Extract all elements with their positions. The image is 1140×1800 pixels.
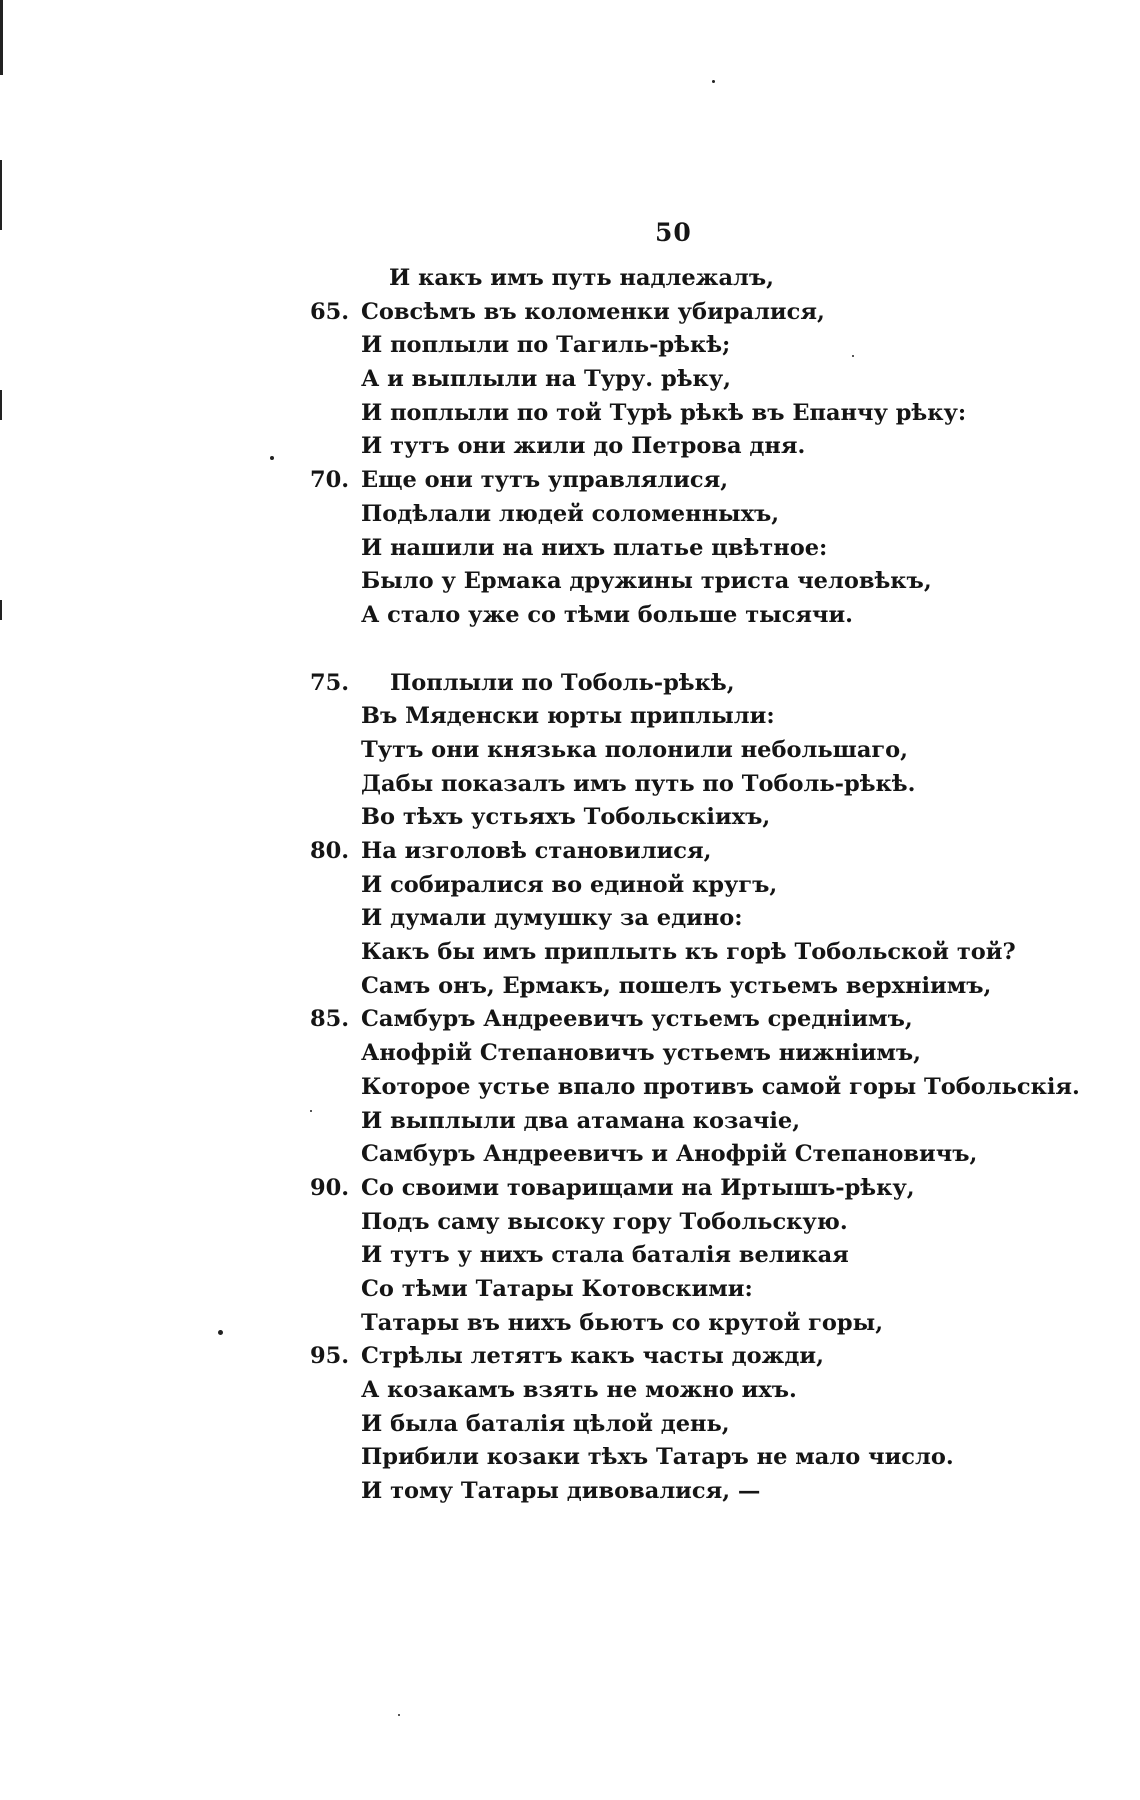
line-text: Еще они тутъ управлялися, [361, 467, 729, 494]
stanza-gap [0, 633, 1140, 667]
line-number: 85. [310, 1006, 350, 1033]
poem-line [0, 734, 1140, 768]
poem-line [0, 1475, 1140, 1509]
line-text: И собиралися во единой кругъ, [361, 871, 778, 898]
poem-line [0, 1374, 1140, 1408]
line-text: Со тѣми Татары Котовскими: [361, 1275, 753, 1302]
line-text: Анофрій Степановичъ устьемъ нижніимъ, [361, 1040, 921, 1067]
line-text: Самбуръ Андреевичъ устьемъ средніимъ, [361, 1006, 913, 1033]
poem-line [0, 1071, 1140, 1105]
poem-line [0, 1408, 1140, 1442]
poem-line [0, 1239, 1140, 1273]
line-text: И нашили на нихъ платье цвѣтное: [361, 534, 828, 561]
line-text: Какъ бы имъ приплыть къ горѣ Тобольской той? [361, 939, 1016, 966]
poem-line [0, 835, 1140, 869]
line-text: Самъ онъ, Ермакъ, пошелъ устьемъ верхніимъ, [361, 972, 992, 999]
line-number: 90. [310, 1174, 350, 1201]
line-text: Совсѣмъ въ коломенки убиралися, [361, 298, 825, 325]
line-text: Подѣлали людей соломенныхъ, [361, 500, 780, 527]
poem-line [0, 464, 1140, 498]
poem-line [0, 970, 1140, 1004]
poem-text [0, 262, 1140, 1509]
poem-line [0, 1105, 1140, 1139]
poem-line [0, 1003, 1140, 1037]
poem-line [0, 700, 1140, 734]
poem-line [0, 296, 1140, 330]
poem-line [0, 565, 1140, 599]
line-text: Татары въ нихъ бьютъ со крутой горы, [361, 1309, 884, 1336]
poem-line [0, 902, 1140, 936]
poem-line [0, 1340, 1140, 1374]
line-text: А козакамъ взять не можно ихъ. [361, 1377, 797, 1403]
poem-line [0, 869, 1140, 903]
poem-line [0, 667, 1140, 701]
poem-line [0, 430, 1140, 464]
line-text: Подъ саму высоку гору Тобольскую. [361, 1208, 848, 1235]
line-text: Тутъ они князька полонили небольшаго, [361, 736, 909, 763]
scan-speck [712, 80, 715, 83]
line-text: А и выплыли на Туру. рѣку, [361, 366, 732, 393]
line-number: 80. [310, 838, 350, 864]
poem-line [0, 1172, 1140, 1206]
poem-line [0, 599, 1140, 633]
line-text: Прибили козаки тѣхъ Татаръ не мало число. [361, 1444, 954, 1471]
scan-speck [398, 1714, 400, 1716]
scan-edge-mark [0, 160, 2, 230]
line-number: 95. [310, 1343, 350, 1370]
poem-line [0, 936, 1140, 970]
poem-line [0, 1037, 1140, 1071]
poem-line [0, 1441, 1140, 1475]
page-number: 50 [655, 218, 692, 247]
line-text: И тому Татары дивовалися, — [361, 1478, 761, 1505]
line-number: 65. [310, 298, 350, 325]
line-text: Въ Мяденски юрты приплыли: [361, 703, 775, 730]
stanza-2 [0, 667, 1140, 1509]
line-text: Было у Ермака дружины триста человѣкъ, [361, 568, 932, 595]
line-text: Стрѣлы летятъ какъ часты дожди, [361, 1343, 824, 1370]
poem-line [0, 329, 1140, 363]
poem-line [0, 397, 1140, 431]
poem-line [0, 1138, 1140, 1172]
line-text: И поплыли по Тагиль-рѣкѣ; [361, 332, 731, 359]
poem-line [0, 498, 1140, 532]
line-number: 70. [310, 467, 350, 494]
poem-line [0, 1206, 1140, 1240]
poem-line [0, 262, 1140, 296]
line-text: И тутъ они жили до Петрова дня. [361, 433, 806, 460]
line-text: На изголовѣ становилися, [361, 838, 712, 864]
line-text: И поплыли по той Турѣ рѣкѣ въ Епанчу рѣку: [361, 399, 967, 426]
line-text: И думали думушку за едино: [361, 905, 743, 932]
line-text: И какъ имъ путь надлежалъ, [389, 265, 774, 291]
line-text: Которое устье впало противъ самой горы Тобольскія. [361, 1073, 1080, 1100]
line-text: И тутъ у нихъ стала баталія великая [361, 1242, 849, 1269]
poem-line [0, 1307, 1140, 1341]
line-number: 75. [310, 669, 350, 696]
line-text: И была баталія цѣлой день, [361, 1410, 730, 1437]
scan-edge-mark [0, 0, 3, 75]
line-text: Во тѣхъ устьяхъ Тобольскіихъ, [361, 804, 771, 831]
line-text: Со своими товарищами на Иртышъ-рѣку, [361, 1174, 915, 1201]
poem-line [0, 532, 1140, 566]
line-text: А стало уже со тѣми больше тысячи. [361, 601, 854, 628]
poem-line [0, 363, 1140, 397]
poem-line [0, 768, 1140, 802]
line-text: Поплыли по Тоболь-рѣкѣ, [390, 669, 735, 696]
line-text: Самбуръ Андреевичъ и Анофрій Степановичъ, [361, 1141, 978, 1168]
stanza-1 [0, 262, 1140, 633]
line-text: Дабы показалъ имъ путь по Тоболь-рѣкѣ. [361, 770, 916, 797]
line-text: И выплыли два атамана козачіе, [361, 1107, 801, 1134]
poem-line [0, 801, 1140, 835]
poem-line [0, 1273, 1140, 1307]
